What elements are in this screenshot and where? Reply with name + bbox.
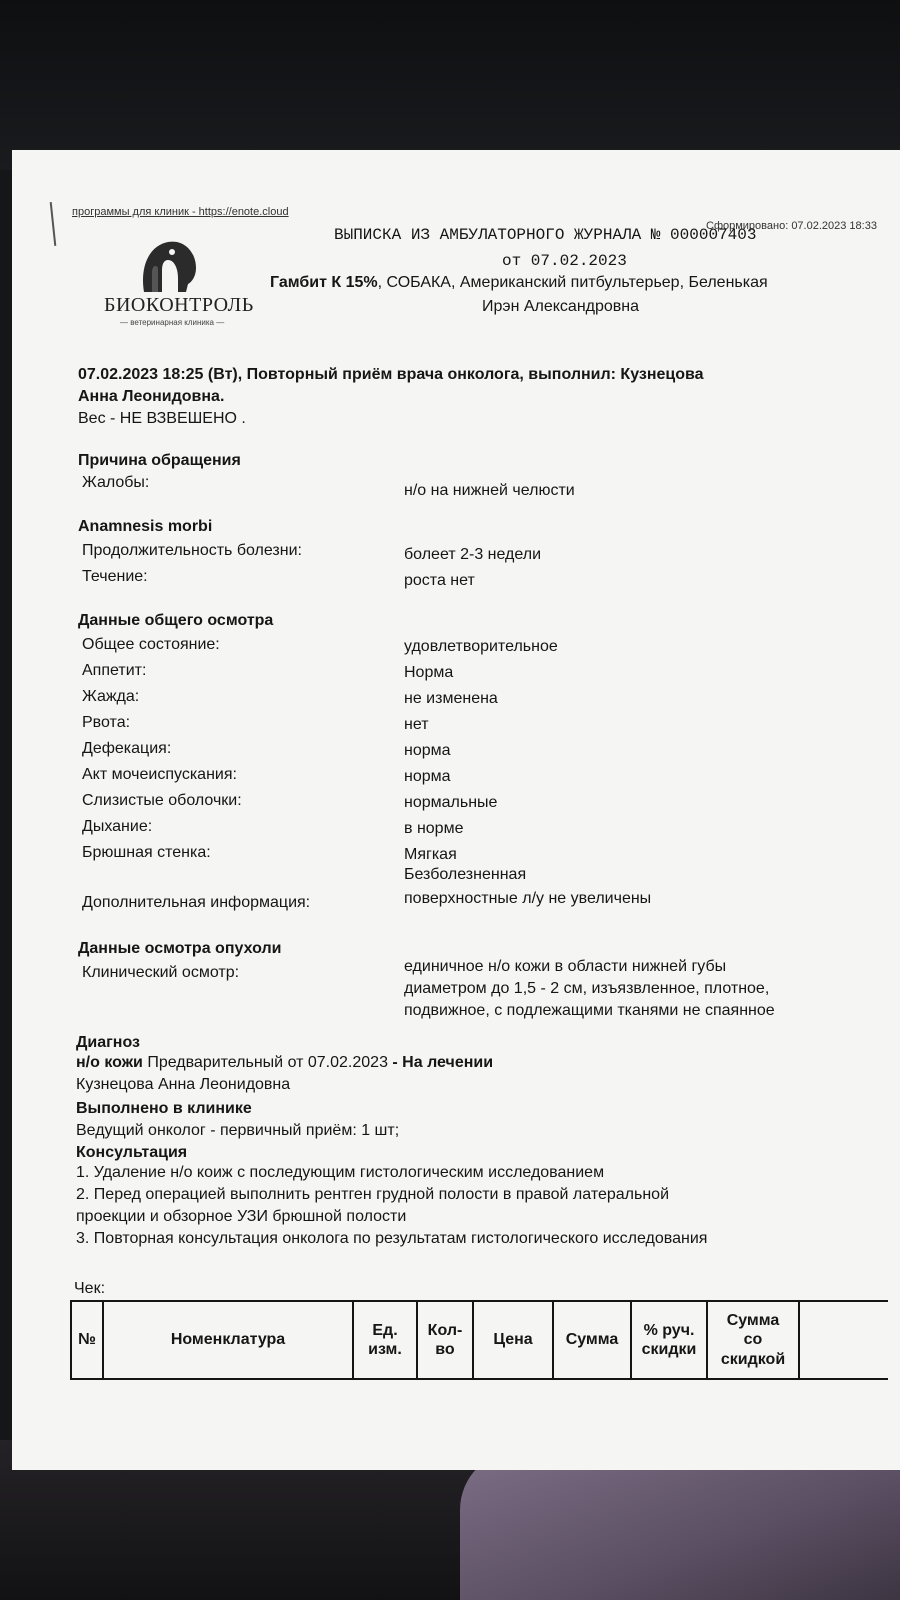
- field-value: не изменена: [404, 690, 498, 707]
- col-disc-line-2: скидки: [641, 1341, 697, 1358]
- consult-line: 3. Повторная консультация онколога по результатам гистологического исследования: [76, 1230, 708, 1247]
- col-empty: [799, 1301, 888, 1379]
- col-total-line-1: Сумма: [726, 1312, 780, 1330]
- document-page: [12, 150, 900, 1470]
- background-cloth: [460, 1450, 900, 1600]
- diagnosis-heading: Диагноз: [76, 1034, 140, 1051]
- field-value: болеет 2-3 недели: [404, 546, 542, 563]
- diagnosis-name: н/о кожи: [76, 1054, 143, 1071]
- clinic-subtitle-text: ветеринарная клиника: [130, 318, 214, 327]
- tumor-line: единичное н/о кожи в области нижней губы: [404, 958, 727, 975]
- patient-details: , СОБАКА, Американский питбультерьер, Беленькая: [377, 274, 768, 291]
- clinic-logo-subtitle: — ветеринарная клиника —: [120, 318, 225, 327]
- patient-line-1: [270, 274, 768, 292]
- visit-title-line-1: 07.02.2023 18:25 (Вт), Повторный приём врача онколога, выполнил: Кузнецова: [78, 366, 704, 383]
- field-value: норма: [404, 768, 451, 785]
- field-label: Течение:: [82, 568, 148, 585]
- check-table: [70, 1300, 888, 1380]
- field-value: нормальные: [404, 794, 498, 811]
- diagnosis-type: Предварительный от 07.02.2023: [142, 1054, 393, 1071]
- tumor-heading: Данные осмотра опухоли: [78, 940, 282, 957]
- pen-mark: [50, 202, 57, 246]
- field-value: в норме: [404, 820, 464, 837]
- diagnosis-doctor: Кузнецова Анна Леонидовна: [76, 1076, 291, 1093]
- field-label: Дополнительная информация:: [82, 894, 311, 911]
- col-total-line-2: со: [743, 1331, 763, 1349]
- field-value: роста нет: [404, 572, 475, 589]
- field-value: норма: [404, 742, 451, 759]
- col-nomenclature: Номенклатура: [103, 1301, 353, 1379]
- consult-heading: Консультация: [76, 1144, 188, 1161]
- col-quantity: [417, 1301, 473, 1379]
- field-label: Слизистые оболочки:: [82, 792, 242, 809]
- col-unit-line-1: Ед.: [372, 1321, 398, 1339]
- field-value-2: Безболезненная: [404, 866, 527, 883]
- check-label: Чек:: [74, 1280, 106, 1297]
- field-value: удовлетворительное: [404, 638, 558, 655]
- consult-line: 1. Удаление н/о коиж с последующим гистологическим исследованием: [76, 1164, 605, 1181]
- field-label: Общее состояние:: [82, 636, 220, 653]
- field-value: Норма: [404, 664, 454, 681]
- col-unit: [353, 1301, 417, 1379]
- field-label: Жалобы:: [82, 474, 150, 491]
- document-title: ВЫПИСКА ИЗ АМБУЛАТОРНОГО ЖУРНАЛА № 000007403: [334, 226, 757, 244]
- field-value: поверхностные л/у не увеличены: [404, 890, 652, 907]
- col-qty-line-2: во: [435, 1341, 455, 1358]
- field-label: Рвота:: [82, 714, 131, 731]
- consult-line: 2. Перед операцией выполнить рентген грудной полости в правой латеральной: [76, 1186, 669, 1203]
- performed-heading: Выполнено в клинике: [76, 1100, 252, 1117]
- background-top: [0, 0, 900, 170]
- reason-heading: Причина обращения: [78, 452, 241, 469]
- col-number: №: [71, 1301, 103, 1379]
- field-value: нет: [404, 716, 429, 733]
- col-total-line-3: скидкой: [720, 1350, 786, 1368]
- patient-owner: Ирэн Александровна: [482, 298, 640, 315]
- anamnesis-heading: Anamnesis morbi: [78, 518, 213, 535]
- exam-heading: Данные общего осмотра: [78, 612, 274, 629]
- col-manual-discount: [631, 1301, 707, 1379]
- software-link[interactable]: программы для клиник - https://enote.cloud: [72, 206, 289, 218]
- field-value: н/о на нижней челюсти: [404, 482, 575, 499]
- field-value: Мягкая: [404, 846, 457, 863]
- field-label: Жажда:: [82, 688, 140, 705]
- field-label: Дефекация:: [82, 740, 172, 757]
- visit-weight: Вес - НЕ ВЗВЕШЕНО .: [78, 410, 246, 427]
- check-header-row: [71, 1301, 888, 1379]
- tumor-line: диаметром до 1,5 - 2 см, изъязвленное, плотное,: [404, 980, 770, 997]
- tumor-line: подвижное, с подлежащими тканями не спаянное: [404, 1002, 775, 1019]
- col-sum: Сумма: [553, 1301, 631, 1379]
- field-label: Продолжительность болезни:: [82, 542, 302, 559]
- diagnosis-line: [76, 1054, 493, 1072]
- col-sum-with-discount: [707, 1301, 799, 1379]
- field-label: Клинический осмотр:: [82, 964, 240, 981]
- document-date: от 07.02.2023: [502, 252, 627, 270]
- col-unit-line-2: изм.: [368, 1341, 402, 1358]
- patient-name: Гамбит К 15%: [270, 274, 378, 291]
- visit-title-line-2: Анна Леонидовна.: [78, 388, 225, 405]
- dog-head-logo-icon: [138, 238, 200, 294]
- field-label: Дыхание:: [82, 818, 153, 835]
- field-label: Брюшная стенка:: [82, 844, 211, 861]
- field-label: Акт мочеиспускания:: [82, 766, 237, 783]
- consult-line: проекции и обзорное УЗИ брюшной полости: [76, 1208, 407, 1225]
- field-label: Аппетит:: [82, 662, 147, 679]
- col-qty-line-1: Кол-: [427, 1321, 463, 1339]
- generated-timestamp: Сформировано: 07.02.2023 18:33: [706, 220, 877, 232]
- col-price: Цена: [473, 1301, 553, 1379]
- diagnosis-status: - На лечении: [392, 1054, 494, 1071]
- clinic-logo-name: БИОКОНТРОЛЬ: [104, 294, 254, 316]
- performed-text: Ведущий онколог - первичный приём: 1 шт;: [76, 1122, 400, 1139]
- col-disc-line-1: % руч.: [643, 1321, 695, 1339]
